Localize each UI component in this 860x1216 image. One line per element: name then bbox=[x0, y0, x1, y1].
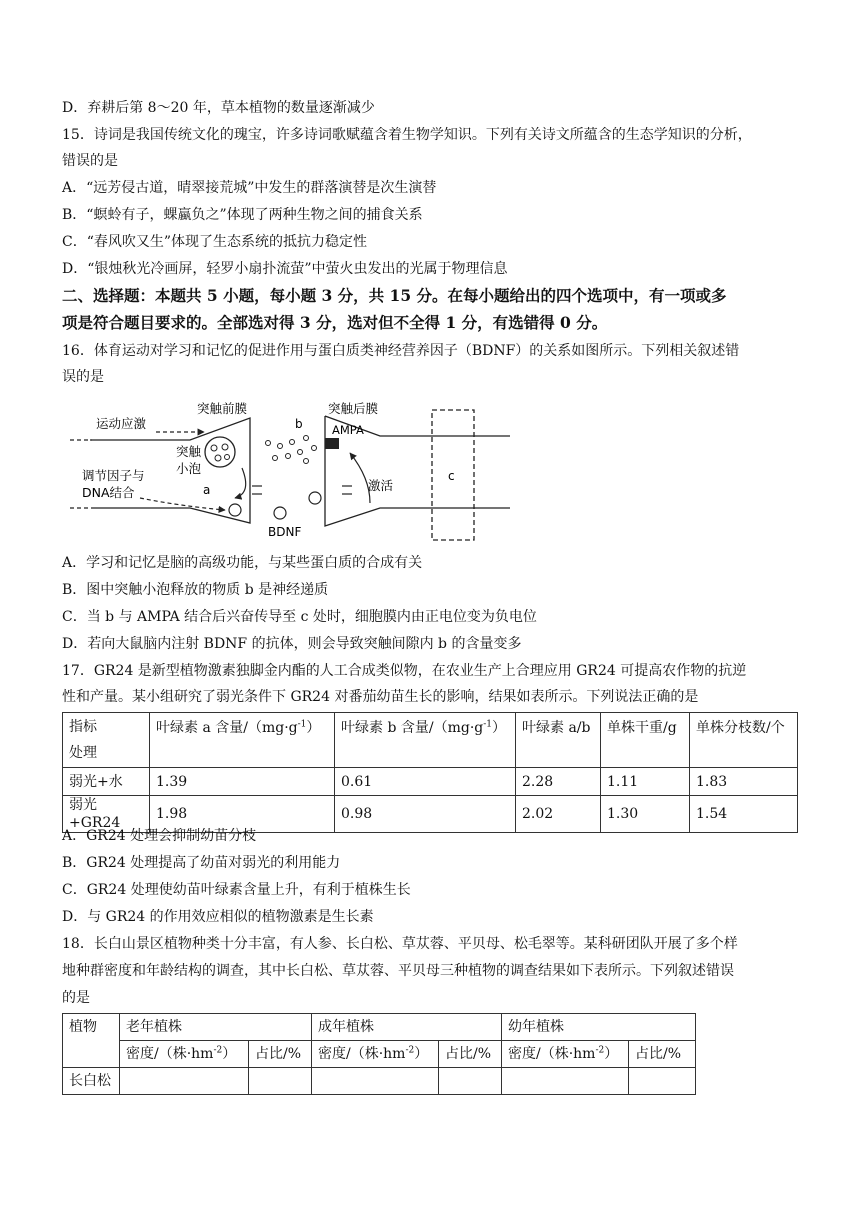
label-bdnf: BDNF bbox=[268, 525, 302, 539]
q16-option-c: C．当 b 与 AMPA 结合后兴奋传导至 c 处时，细胞膜内由正电位变为负电位 bbox=[62, 609, 537, 625]
synaptic-vesicle bbox=[205, 437, 235, 467]
q16-option-a: A．学习和记忆是脑的高级功能，与某些蛋白质的合成有关 bbox=[62, 555, 423, 571]
label-vesicle-line2: 小泡 bbox=[176, 461, 202, 476]
table18-density-old: 密度/（株$\cdot hm^{-2}$） bbox=[120, 1041, 249, 1068]
table17-header-dryweight: 单株干重/g bbox=[601, 713, 690, 768]
q15-option-c: C．“春风吹又生”体现了生态系统的抵抗力稳定性 bbox=[62, 234, 368, 250]
table-row: 弱光+水 1.39 0.61 2.28 1.11 1.83 bbox=[63, 768, 798, 796]
label-factor-line1: 调节因子与 bbox=[82, 468, 145, 483]
table18-density-adult: 密度/（株$\cdot hm^{-2}$） bbox=[312, 1041, 439, 1068]
table18-header-old: 老年植株 bbox=[120, 1014, 312, 1041]
table-row: 长白松 bbox=[63, 1068, 696, 1095]
table18-ratio-old: 占比/% bbox=[249, 1041, 312, 1068]
section2-heading-line2: 项是符合题目要求的。全部选对得 3 分，选对但不全得 1 分，有选错得 0 分。 bbox=[62, 313, 608, 332]
label-vesicle-line1: 突触 bbox=[176, 444, 202, 459]
table18-header-young: 幼年植株 bbox=[502, 1014, 696, 1041]
table17-header-chlb: 叶绿素 b 含量$/(mg\cdot g^{-1})$ bbox=[335, 713, 516, 768]
label-ampa: AMPA bbox=[332, 423, 364, 437]
q14-option-d: D．弃耕后第 8～20 年，草本植物的数量逐渐减少 bbox=[62, 100, 375, 116]
q18-stem-line3: 的是 bbox=[62, 990, 90, 1006]
q16-option-b: B．图中突触小泡释放的物质 b 是神经递质 bbox=[62, 582, 329, 598]
table18-header-plant: 植物 bbox=[63, 1014, 120, 1068]
table17-header-corner: 指标 处理 bbox=[63, 713, 150, 768]
q15-stem-line2: 错误的是 bbox=[62, 153, 118, 169]
label-factor-line2: DNA结合 bbox=[82, 485, 135, 500]
bdnf-molecules bbox=[229, 492, 321, 519]
q16-stem-line2: 误的是 bbox=[62, 369, 104, 385]
q15-option-d: D．“银烛秋光冷画屏，轻罗小扇扑流萤”中萤火虫发出的光属于物理信息 bbox=[62, 261, 508, 277]
label-exercise-stress: 运动应激 bbox=[96, 416, 147, 431]
synapse-diagram bbox=[70, 398, 510, 548]
q17-option-c: C．GR24 处理使幼苗叶绿素含量上升，有利于植株生长 bbox=[62, 882, 411, 898]
table17-header-chla: 叶绿素 a 含量$/(mg\cdot g^{-1})$ bbox=[150, 713, 335, 768]
q15-option-b: B．“螟蛉有子，蜾蠃负之”体现了两种生物之间的捕食关系 bbox=[62, 207, 423, 223]
label-c: c bbox=[448, 469, 455, 483]
table-row: 弱光+GR24 1.98 0.98 2.02 1.30 1.54 bbox=[63, 796, 798, 833]
q16-stem-line1: 16．体育运动对学习和记忆的促进作用与蛋白质类神经营养因子（BDNF）的关系如图所示。下列相关叙述错 bbox=[62, 343, 740, 359]
table17-header-ratio: 叶绿素 a/b bbox=[516, 713, 601, 768]
q17-option-b: B．GR24 处理提高了幼苗对弱光的利用能力 bbox=[62, 855, 341, 871]
q15-stem-line1: 15．诗词是我国传统文化的瑰宝，许多诗词歌赋蕴含着生物学知识。下列有关诗文所蕴含的生态学知识的分析， bbox=[62, 127, 752, 143]
plant-survey-table bbox=[62, 1013, 696, 1095]
q17-stem-line1: 17．GR24 是新型植物激素独脚金内酯的人工合成类似物，在农业生产上合理应用 GR24 可提高农作物的抗逆 bbox=[62, 663, 747, 679]
label-b: b bbox=[295, 417, 303, 431]
gr24-results-table bbox=[62, 712, 798, 833]
q15-option-a: A．“远芳侵古道，晴翠接荒城”中发生的群落演替是次生演替 bbox=[62, 180, 437, 196]
label-postsynaptic-membrane: 突触后膜 bbox=[328, 401, 379, 416]
label-activate: 激活 bbox=[368, 478, 394, 493]
table18-density-young: 密度/（株$\cdot hm^{-2}$） bbox=[502, 1041, 629, 1068]
table17-header-branches: 单株分枝数/个 bbox=[690, 713, 798, 768]
q16-option-d: D．若向大鼠脑内注射 BDNF 的抗体，则会导致突触间隙内 b 的含量变多 bbox=[62, 636, 522, 652]
q17-stem-line2: 性和产量。某小组研究了弱光条件下 GR24 对番茄幼苗生长的影响，结果如表所示。下列说法正确的是 bbox=[62, 689, 699, 705]
q18-stem-line1: 18．长白山景区植物种类十分丰富，有人参、长白松、草苁蓉、平贝母、松毛翠等。某科研团队开展了多个样 bbox=[62, 936, 738, 952]
table18-ratio-young: 占比/% bbox=[629, 1041, 696, 1068]
q18-stem-line2: 地种群密度和年龄结构的调查，其中长白松、草苁蓉、平贝母三种植物的调查结果如下表所示。下列叙述错误 bbox=[62, 963, 734, 979]
table18-header-adult: 成年植株 bbox=[312, 1014, 502, 1041]
q17-option-a: A．GR24 处理会抑制幼苗分枝 bbox=[62, 828, 257, 844]
table18-ratio-adult: 占比/% bbox=[439, 1041, 502, 1068]
label-a: a bbox=[203, 483, 211, 497]
neurotransmitter-b-dots bbox=[266, 436, 317, 464]
q17-option-d: D．与 GR24 的作用效应相似的植物激素是生长素 bbox=[62, 909, 374, 925]
section2-heading-line1: 二、选择题：本题共 5 小题，每小题 3 分，共 15 分。在每小题给出的四个选项中，有一项或多 bbox=[62, 286, 727, 305]
ampa-receptor bbox=[325, 438, 339, 449]
label-presynaptic-membrane: 突触前膜 bbox=[197, 401, 248, 416]
